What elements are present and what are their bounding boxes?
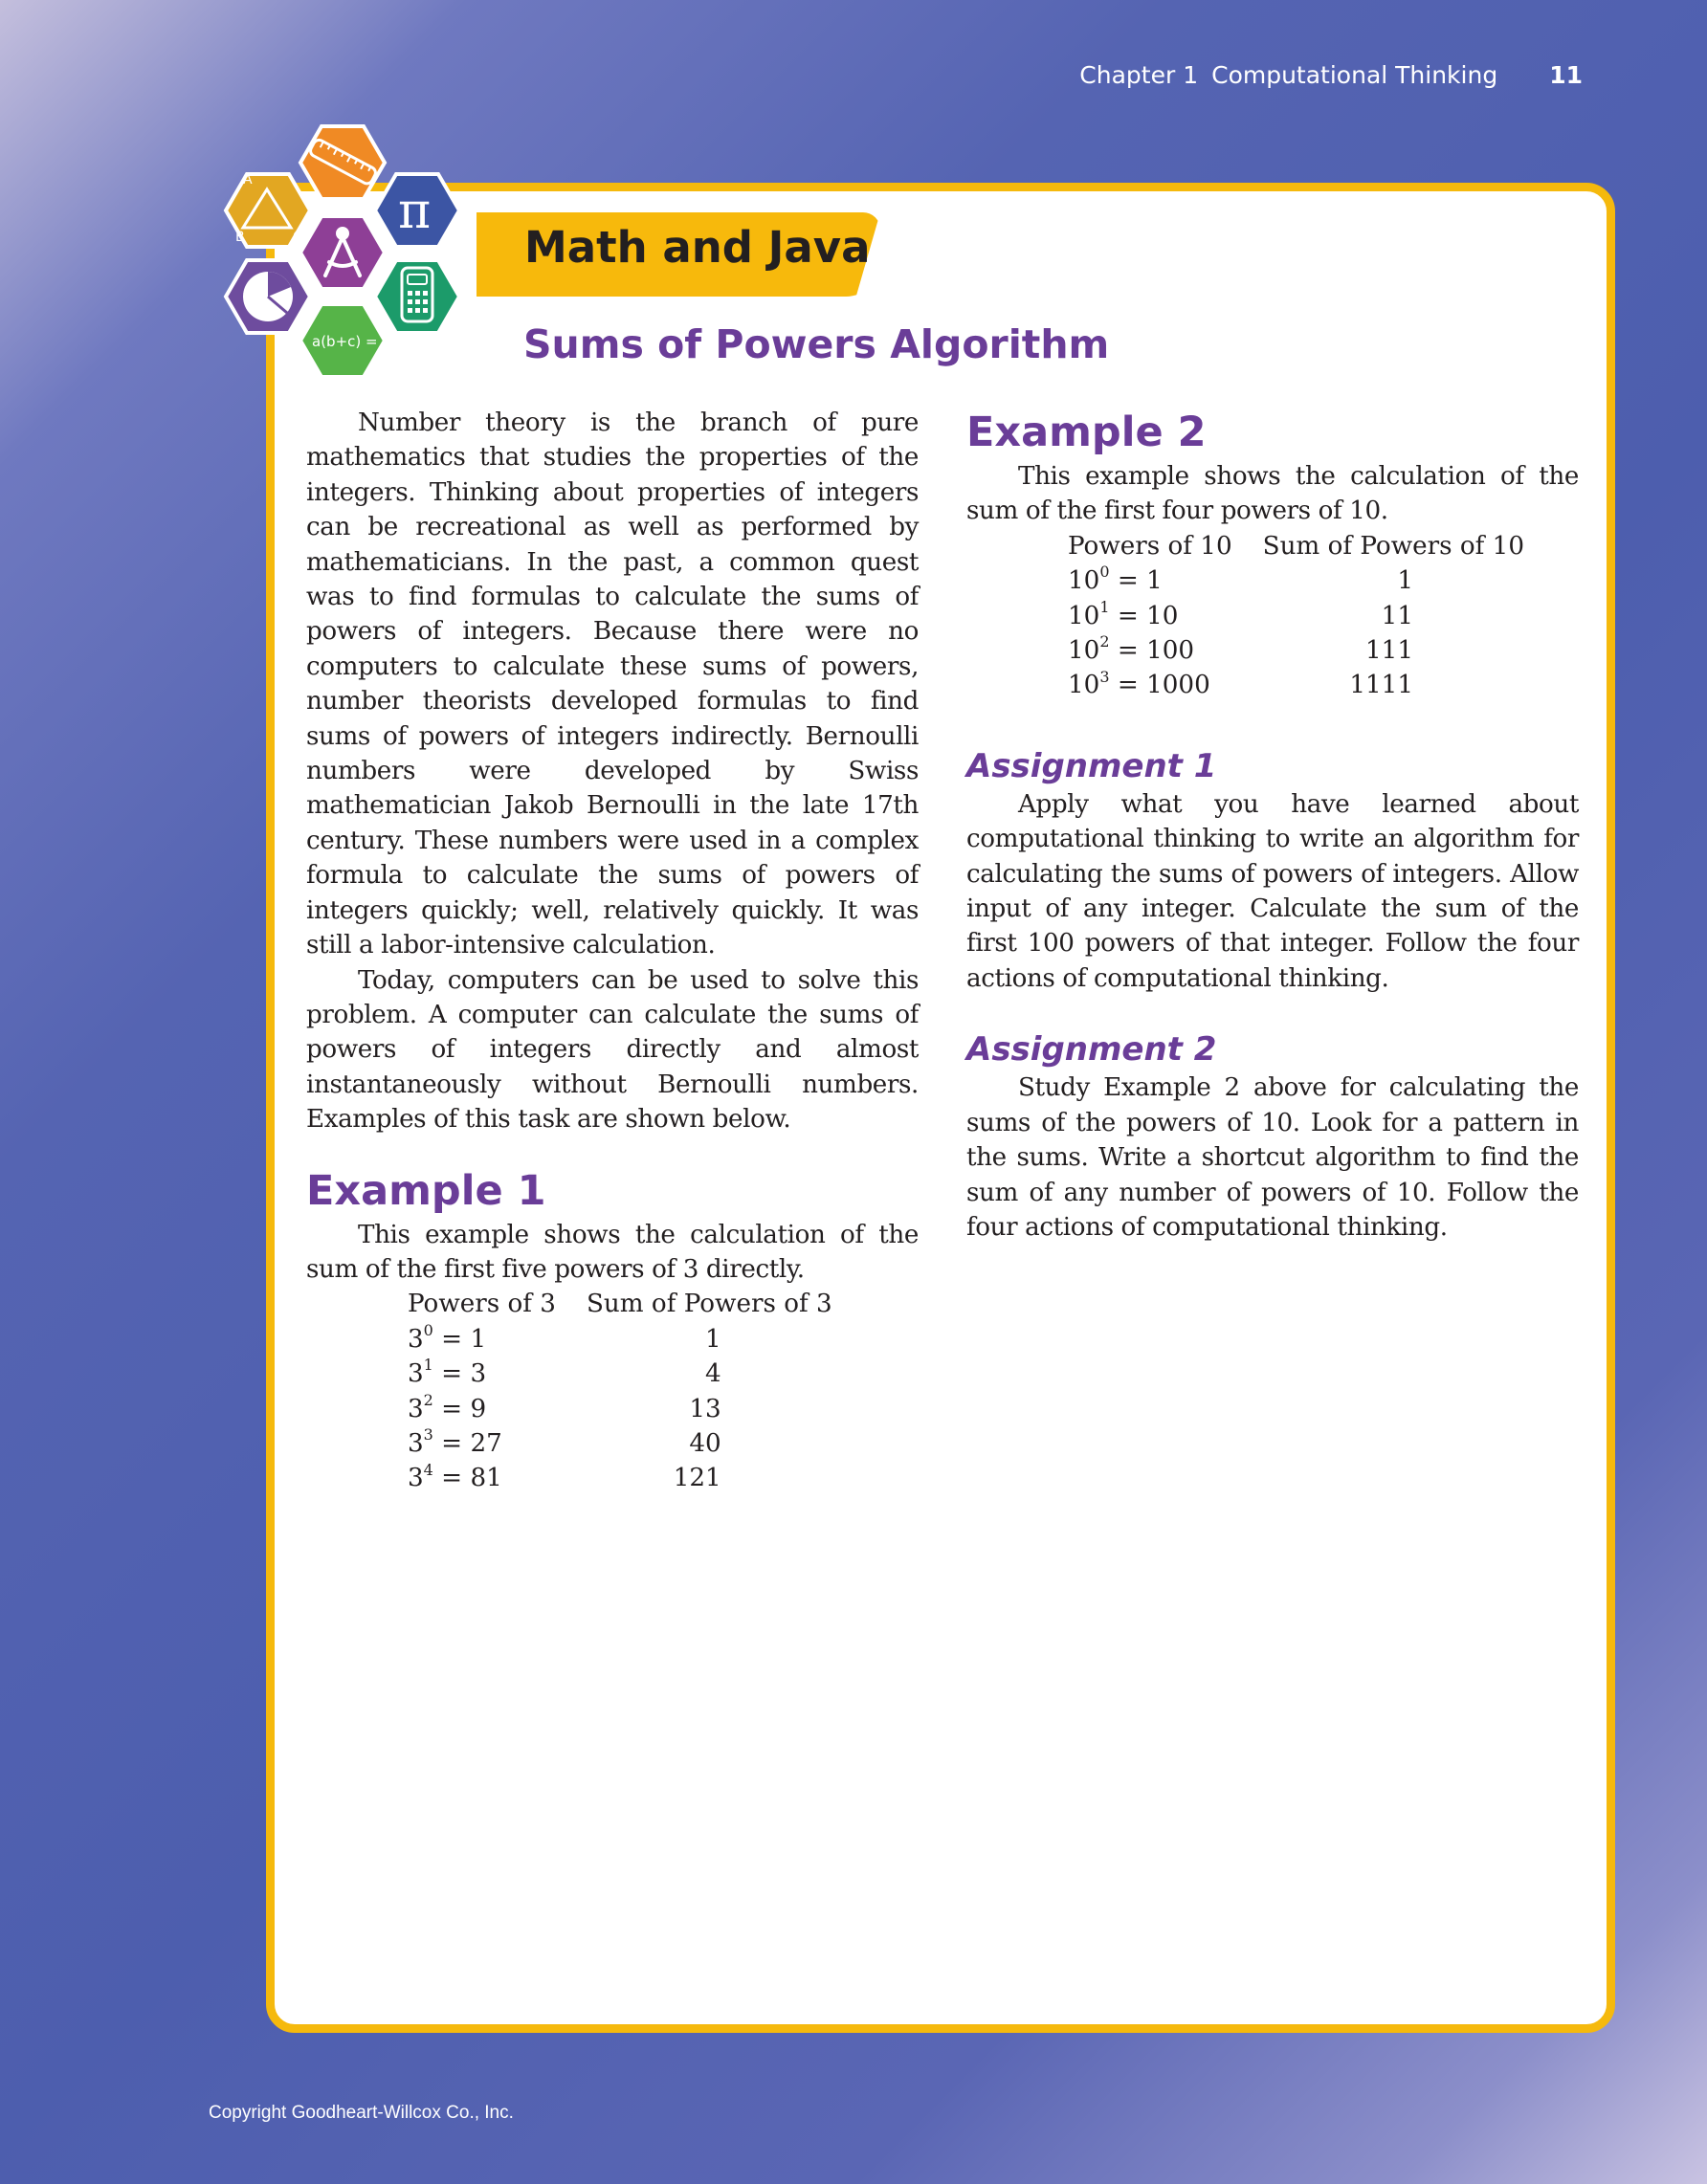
- chapter-label: Chapter 1: [1079, 61, 1199, 89]
- assignment-2-heading: Assignment 2: [966, 1030, 1217, 1070]
- column-header: Powers of 10: [1068, 531, 1232, 561]
- triangle-c-label: C: [293, 230, 302, 245]
- triangle-b-label: B: [235, 230, 245, 245]
- example-1-intro: This example shows the calculation of the sum of the first five powers of 3 directly.: [306, 1220, 919, 1284]
- column-header: Powers of 3: [408, 1290, 556, 1319]
- table-row: [1068, 633, 1524, 668]
- sum-value: 13: [689, 1394, 721, 1423]
- column-header: Sum of Powers of 3: [586, 1290, 832, 1319]
- running-head: [1079, 61, 1583, 89]
- power-exponent: 4: [423, 1460, 433, 1479]
- power-exponent: 1: [1099, 597, 1110, 616]
- power-base: 3: [408, 1428, 424, 1458]
- assignment-1-heading: Assignment 1: [966, 746, 1217, 785]
- feature-title: Math and Java: [524, 222, 871, 273]
- power-value: = 81: [432, 1464, 502, 1493]
- power-base: 3: [408, 1359, 424, 1389]
- power-exponent: 2: [423, 1390, 433, 1409]
- power-base: 3: [408, 1464, 424, 1493]
- sum-value: 11: [1381, 601, 1413, 630]
- table-header-row: [1068, 529, 1524, 563]
- power-base: 3: [408, 1394, 424, 1423]
- power-base: 10: [1068, 671, 1100, 700]
- copyright-footer: Copyright Goodheart-Willcox Co., Inc.: [209, 2103, 514, 2123]
- power-value: = 1: [1109, 566, 1163, 596]
- sum-value: 40: [689, 1428, 721, 1458]
- table-row: [408, 1357, 832, 1391]
- assignment-2-text: Study Example 2 above for calculating the sums of the powers of 10. Look for a pattern in the sums. Write a shortcut algorithm to find the sum of any number of powers of 10. Follow the four actions of computational thinking.: [966, 1073, 1579, 1242]
- page-number: 11: [1549, 61, 1583, 89]
- power-value: = 9: [432, 1394, 487, 1423]
- table-row: [408, 1461, 832, 1495]
- intro-paragraph-2: Today, computers can be used to solve this problem. A computer can calculate the sums of powers of integers directly and almost instantaneously without Bernoulli numbers. Examples of this task are shown below.: [306, 965, 919, 1135]
- right-column: [966, 406, 1579, 1245]
- math-icons-cluster: [205, 115, 501, 392]
- intro-paragraph-1: Number theory is the branch of pure mathematics that studies the properties of the integers. Thinking about properties of integers can be recreational as well as performed by mathematicians. In the past, a common quest was to find formulas to calculate the sums of powers of integers. Because there were no computers to calculate these sums of powers, number theorists developed formulas to find sums of powers of integers indirectly. Bernoulli numbers were developed by Swiss mathematician Jakob Bernoulli in the late 17th century. These numbers were used in a complex formula to calculate the sums of powers of integers quickly; well, relatively quickly. It was still a labor-intensive calculation.: [306, 408, 919, 960]
- feature-subtitle: Sums of Powers Algorithm: [523, 321, 1110, 367]
- power-exponent: 2: [1099, 632, 1110, 651]
- table-row: [1068, 563, 1524, 598]
- triangle-a-label: A: [243, 172, 253, 188]
- sum-value: 1: [705, 1324, 721, 1354]
- table-row: [1068, 599, 1524, 633]
- table-row: [408, 1322, 832, 1357]
- power-exponent: 0: [1099, 563, 1110, 582]
- left-column: [306, 406, 919, 1496]
- table-row: [1068, 668, 1524, 702]
- sum-value: 1111: [1349, 671, 1413, 700]
- sum-value: 121: [673, 1464, 721, 1493]
- power-value: = 27: [432, 1428, 502, 1458]
- power-value: = 100: [1109, 636, 1195, 666]
- power-value: = 3: [432, 1359, 487, 1389]
- example-1-table: [408, 1287, 832, 1495]
- chapter-title: Computational Thinking: [1211, 61, 1498, 89]
- power-exponent: 3: [1099, 667, 1110, 686]
- table-row: [408, 1392, 832, 1426]
- column-header: Sum of Powers of 10: [1262, 531, 1524, 561]
- sum-value: 1: [1397, 566, 1413, 596]
- power-base: 3: [408, 1324, 424, 1354]
- example-2-intro: This example shows the calculation of the sum of the first four powers of 10.: [966, 462, 1579, 526]
- example-1-heading: Example 1: [306, 1166, 546, 1215]
- assignment-1-text: Apply what you have learned about computational thinking to write an algorithm for calculating the sums of powers of integers. Allow input of any integer. Calculate the sum of the first 100 powers of that integer. Follow the four actions of computational thinking.: [966, 789, 1579, 993]
- power-value: = 1: [432, 1324, 487, 1354]
- power-base: 10: [1068, 601, 1100, 630]
- expression-label: a(b+c) =: [312, 333, 378, 350]
- power-value: = 10: [1109, 601, 1179, 630]
- power-base: 10: [1068, 636, 1100, 666]
- sum-value: 4: [705, 1359, 721, 1389]
- table-row: [408, 1426, 832, 1461]
- example-2-heading: Example 2: [966, 408, 1207, 456]
- power-exponent: 3: [423, 1425, 433, 1445]
- power-value: = 1000: [1109, 671, 1210, 700]
- power-exponent: 0: [423, 1321, 433, 1340]
- power-base: 10: [1068, 566, 1100, 596]
- table-header-row: [408, 1287, 832, 1321]
- power-exponent: 1: [423, 1356, 433, 1375]
- sum-value: 111: [1365, 636, 1413, 666]
- ruler-hex-icon: [300, 126, 385, 199]
- example-2-table: [1068, 529, 1524, 703]
- pi-symbol: π: [398, 183, 432, 240]
